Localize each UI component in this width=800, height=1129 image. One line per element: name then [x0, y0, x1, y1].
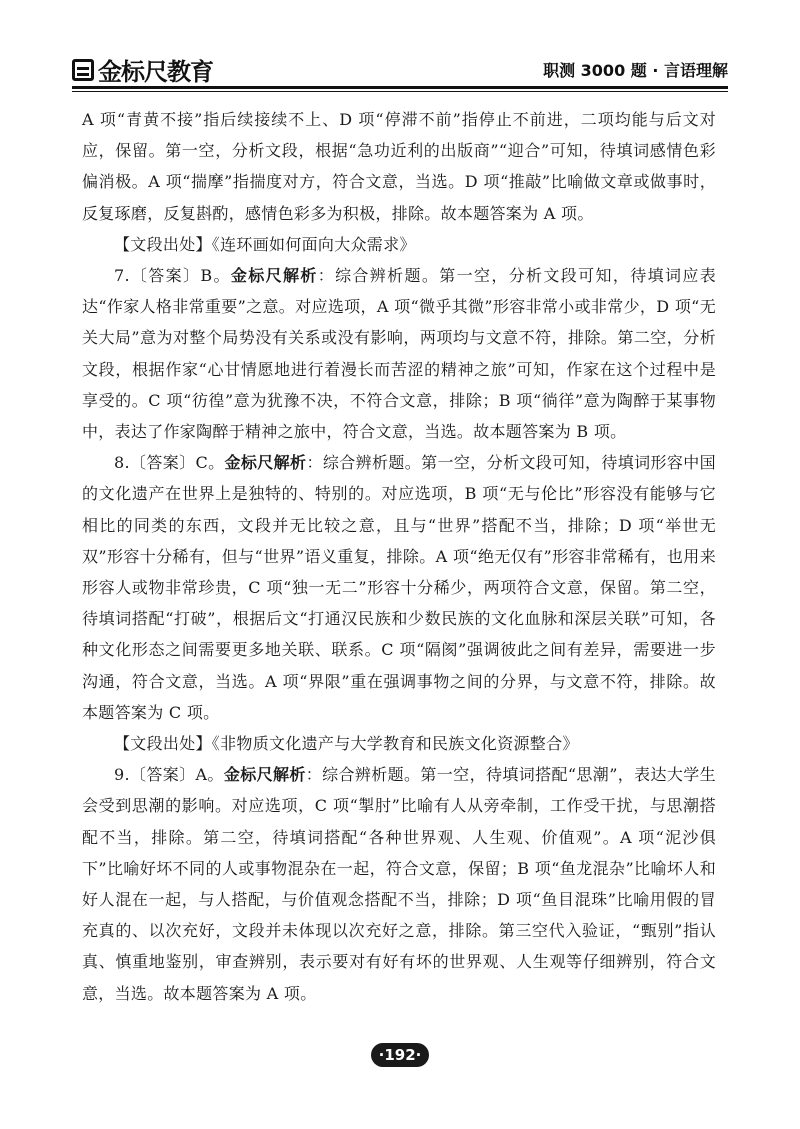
answer-7-prefix: 7.〔答案〕B。	[114, 266, 231, 286]
answer-7	[82, 260, 716, 447]
answer-9-text: ：综合辨析题。第一空，待填词搭配“思潮”，表达大学生会受到思潮的影响。对应选项，C 项“掣肘”比喻有人从旁牵制，工作受干扰，与思潮搭配不当，排除。第二空，待填词搭配“各种世界观、人生观、价值观”。A 项“泥沙俱下”比喻好坏不同的人或事物混杂在一起，符合文意，保留；B 项“鱼龙混杂”比喻坏人和好人混在一起，与人搭配，与价值观念搭配不当，排除；D 项“鱼目混珠”比喻用假的冒充真的、以次充好，文段并未体现以次充好之意，排除。第三空代入验证，“甄别”指认真、慎重地鉴别，审查辨别，表示要对有好有坏的世界观、人生观等仔细辨别，符合文意，当选。故本题答案为 A 项。	[82, 765, 716, 1003]
answer-8-text: ：综合辨析题。第一空，分析文段可知，待填词形容中国的文化遗产在世界上是独特的、特别的。对应选项，B 项“无与伦比”形容没有能够与它相比的同类的东西，文段并无比较之意，且与“世界”搭配不当，排除；D 项“举世无双”形容十分稀有，但与“世界”语义重复，排除。A 项“绝无仅有”形容非常稀有，也用来形容人或物非常珍贵，C 项“独一无二”形容十分稀少，两项符合文意，保留。第二空，待填词搭配“打破”，根据后文“打通汉民族和少数民族的文化血脉和深层关联”可知，各种文化形态之间需要更多地关联、联系。C 项“隔阂”强调彼此之间有差异，需要进一步沟通，符合文意，当选。A 项“界限”重在强调事物之间的分界，与文意不符，排除。故本题答案为 C 项。	[82, 453, 716, 722]
brand-logo-icon	[72, 59, 94, 81]
page-content	[82, 104, 716, 1009]
brand-name: 金标尺教育	[98, 58, 213, 86]
answer-9-prefix: 9.〔答案〕A。	[114, 765, 224, 785]
answer-7-label: 金标尺解析	[230, 266, 318, 286]
answer-8-prefix: 8.〔答案〕C。	[114, 453, 225, 473]
paragraph-continued: A 项“青黄不接”指后续接续不上、D 项“停滞不前”指停止不前进，二项均能与后文对应，保留。第一空，分析文段，根据“急功近利的出版商”“迎合”可知，待填词感情色彩偏消极。A 项“揣摩”指揣度对方，符合文意，当选。D 项“推敲”比喻做文章或做事时，反复琢磨，反复斟酌，感情色彩多为积极，排除。故本题答案为 A 项。	[82, 110, 716, 223]
book-title: 职测 3000 题 · 言语理解	[543, 61, 728, 80]
answer-8-label: 金标尺解析	[224, 453, 307, 473]
brand-logo	[72, 52, 213, 87]
source-note: 【文段出处】《连环画如何面向大众需求》	[114, 234, 416, 254]
answer-9-label: 金标尺解析	[223, 765, 306, 785]
header-rule	[72, 86, 728, 92]
answer-8	[82, 447, 716, 728]
page-number: ·192·	[371, 1043, 429, 1067]
answer-9	[82, 759, 716, 1009]
page-header	[72, 48, 728, 84]
answer-7-text: ：综合辨析题。第一空，分析文段可知，待填词应表达“作家人格非常重要”之意。对应选项，A 项“微乎其微”形容非常小或非常少，D 项“无关大局”意为对整个局势没有关系或没有影响，两项均与文意不符，排除。第二空，分析文段，根据作家“心甘情愿地进行着漫长而苦涩的精神之旅”可知，作家在这个过程中是享受的。C 项“彷徨”意为犹豫不决，不符合文意，排除；B 项“徜徉”意为陶醉于某事物中，表达了作家陶醉于精神之旅中，符合文意，当选。故本题答案为 B 项。	[82, 266, 716, 442]
source-note: 【文段出处】《非物质文化遗产与大学教育和民族文化资源整合》	[114, 734, 579, 754]
